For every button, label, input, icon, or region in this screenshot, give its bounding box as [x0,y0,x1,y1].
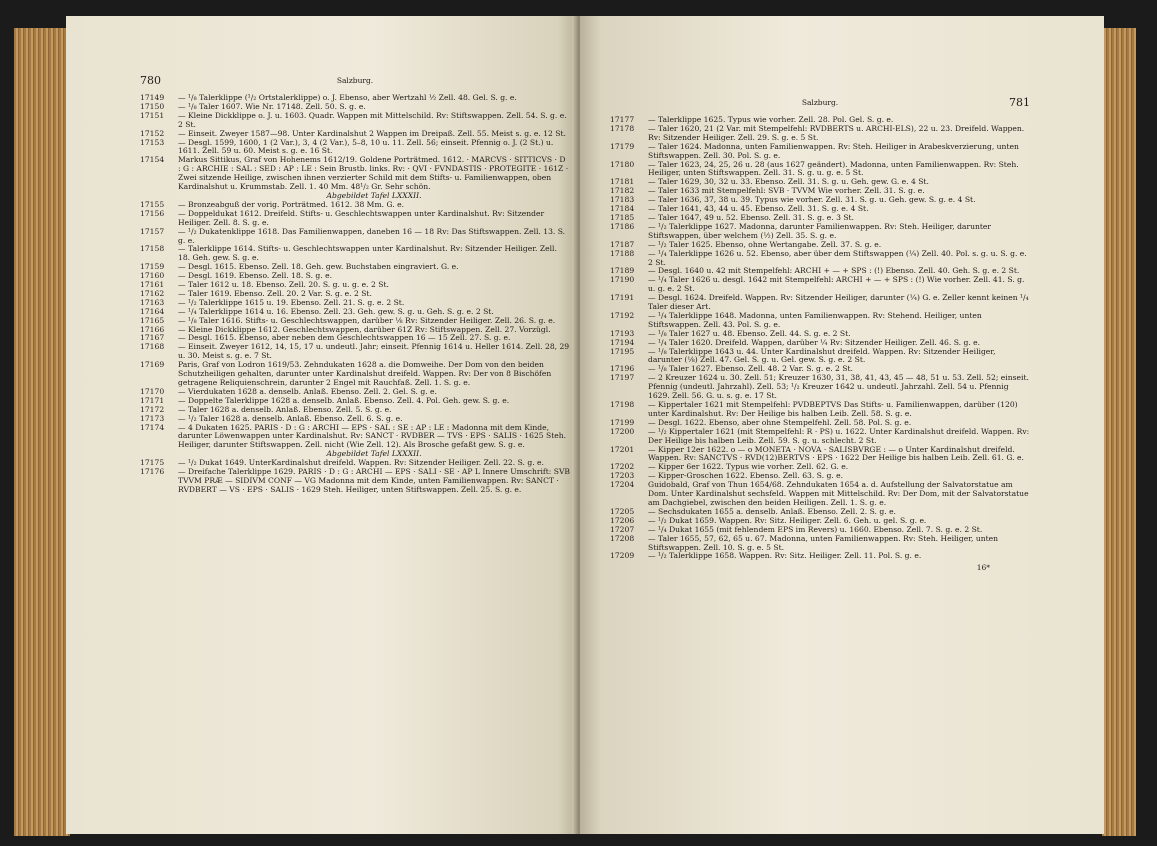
lot-description: — Kleine Dickklippe o. J. u. 1603. Quadr. Wappen mit Mittelschild. Rv: Stiftswappen. Zell. 54. S. g. e. 2 St. [178,110,567,129]
right-page [580,16,1104,834]
lot-number: 17167 [140,333,165,343]
catalog-entry [610,161,1030,179]
lot-number: 17203 [610,471,635,481]
lot-number: 17201 [610,444,635,454]
lot-number: 17177 [610,115,635,124]
lot-number: 17169 [140,360,165,370]
lot-number: 17152 [140,128,165,138]
right-page-number: 781 [1009,96,1030,109]
lot-number: 17158 [140,244,165,254]
lot-description: — Kippertaler 1621 mit Stempelfehl: PVDBEPTVS Das Stifts- u. Familienwappen, darüber (120) unter Kardinalshut. Rv: Der Heilige bis halben Leib. Zell. 58. S. g. e. [648,400,1018,418]
lot-number: 17184 [610,204,635,214]
lot-description: — Bronzeabguß der vorig. Porträtmed. 1612. 38 Mm. G. e. [178,199,405,209]
lot-description: — ¹/₈ Taler 1627. Ebenso. Zell. 48. 2 Var. S. g. e. 2 St. [648,364,853,374]
catalog-entry [140,361,570,388]
lot-number: 17196 [610,364,635,374]
lot-description: — ¹/₂ Taler 1625. Ebenso, ohne Wertangabe. Zell. 37. S. g. e. [648,239,882,249]
lot-number: 17160 [140,271,165,281]
catalog-entry [140,245,570,263]
catalog-entry [610,223,1030,241]
catalog-entry [610,250,1030,268]
lot-number: 17195 [610,346,635,356]
lot-number: 17198 [610,400,635,409]
left-page-header [140,74,570,90]
lot-description: — ¹/₂ Talerklippe 1658. Wappen. Rv: Sitz. Heiliger. Zell. 11. Pol. S. g. e. [648,551,922,561]
lot-description: — Doppelte Talerklippe 1628 a. denselb. Anlaß. Ebenso. Zell. 4. Pol. Geh. gew. S. g. e. [178,395,510,405]
right-entry-list [610,116,1030,561]
lot-number: 17197 [610,373,635,383]
left-page-number: 780 [140,74,161,87]
lot-description: — Dreifache Talerklippe 1629. PARIS · D : G : ARCHI — EPS · SALI · SE · AP L Innere Umschrift: SVB TVVM PRÆ — SIDIVM CONF — VG Madonna mit dem Kinde, unten Familienwappen. Rv: SANCT · RVDBERT — VS · EPS · SALIS · 1629 Steh. Heiliger, unten Stiftswappen. Zell. 25. S. g. e. [178,467,571,494]
lot-number: 17181 [610,177,635,187]
lot-number: 17182 [610,186,635,196]
catalog-entry [610,535,1030,553]
lot-description: — Vierdukaten 1628 a. denselb. Anlaß. Ebenso. Zell. 2. Gel. S. g. e. [178,386,437,396]
lot-number: 17194 [610,337,635,347]
lot-description: — ¹/₈ Taler 1607. Wie Nr. 17148. Zell. 50. S. g. e. [178,101,366,111]
lot-description: — ¹/₈ Taler 1627 u. 48. Ebenso. Zell. 44. S. g. e. 2 St. [648,328,851,338]
lot-number: 17163 [140,297,165,307]
lot-description: — Taler 1624. Madonna, unten Familienwappen. Rv: Steh. Heiliger in Arabeskverzierung, unten Stiftswappen. Zell. 30. Pol. S. g. e. [648,141,1019,160]
lot-number: 17155 [140,199,165,209]
lot-description: — ¹/₄ Taler 1620. Dreifeld. Wappen, darüber ¼ Rv: Sitzender Heiliger. Zell. 46. S. g. e. [648,337,981,347]
lot-description: — Doppeldukat 1612. Dreifeld. Stifts- u. Geschlechtswappen unter Kardinalshut. Rv: Sitzender Heiliger. Zell. 8. S. g. e. [178,208,545,227]
lot-description: — Desgl. 1624. Dreifeld. Wappen. Rv: Sitzender Heiliger, darunter (¼) G. e. Zeller kennt keinen ¹/₄ Taler dieser Art. [648,293,1029,312]
lot-description: — Taler 1641, 43, 44 u. 45. Ebenso. Zell. 31. S. g. e. 4 St. [648,204,869,214]
lot-description: — Desgl. 1640 u. 42 mit Stempelfehl: ARCHI + — + SPS : (!) Ebenso. Zell. 40. Geh. S. g. e. 2 St. [648,266,1020,276]
left-running-head: Salzburg. [336,76,374,85]
lot-number: 17188 [610,248,635,258]
lot-description: — Taler 1647, 49 u. 52. Ebenso. Zell. 31. S. g. e. 3 St. [648,212,854,222]
lot-description: — Talerklippe 1614. Stifts- u. Geschlechtswappen unter Kardinalshut. Rv: Sitzender Heiliger. Zell. 18. Geh. gew. S. g. e. [178,244,557,263]
lot-description: Guidobald, Graf von Thun 1654/68. Zehndukaten 1654 a. d. Aufstellung der Salvatorstatue am Dom. Unter Kardinalshut sechsfeld. Wappen mit Mittelschild. Rv: Der Dom, mit der Salvatorstatue am Dachgiebel, zwischen den beiden Heiligen. Zell. 1. S. g. e. [648,480,1029,507]
lot-number: 17207 [610,524,635,534]
lot-number: 17161 [140,280,165,290]
lot-number: 17204 [610,480,635,490]
lot-description: — Taler 1628 a. denselb. Anlaß. Ebenso. Zell. 5. S. g. e. [178,404,392,414]
lot-description: — ¹/₄ Talerklippe 1614 u. 16. Ebenso. Zell. 23. Geh. gew. S. g. u. Geh. S. g. e. 2 St. [178,306,494,316]
catalog-entry [140,156,570,192]
lot-number: 17206 [610,515,635,525]
lot-description: Markus Sittikus, Graf von Hohenems 1612/19. Goldene Porträtmed. 1612. · MARCVS · SITTICVS · D : G : ARCHIE : SAL : SED : AP : LE : Sein Brustb. links. Rv: · QVI · FVNDASTIS · PROTEGITE · 161Z · Zwei sitzende Heilige, zwischen ihnen verzierter Schild mit dem Stifts- u. Familienwappen, oben Kardinalshut u. Krummstab. Zell. 1. 40 Mm. 48¹/₂ Gr. Sehr schön. [178,155,569,192]
lot-number: 17191 [610,293,635,303]
lot-description: — Einseit. Zweyer 1612, 14, 15, 17 u. undeutl. Jahr; einseit. Pfennig 1614 u. Heller 1614. Zell. 28, 29 u. 30. Meist s. g. e. 7 St. [178,342,570,361]
lot-description: — Taler 1629, 30, 32 u. 33. Ebenso. Zell. 31. S. g. u. Geh. gew. G. e. 4 St. [648,177,929,187]
lot-number: 17200 [610,426,635,436]
lot-number: 17157 [140,226,165,236]
right-running-head: Salzburg. [801,98,839,107]
lot-number: 17186 [610,221,635,231]
lot-description: — Kipper 6er 1622. Typus wie vorher. Zell. 62. G. e. [648,462,849,472]
catalog-entry [610,294,1030,312]
catalog-entry [610,401,1030,419]
lot-description: — ¹/₈ Taler 1616. Stifts- u. Geschlechtswappen, darüber ⅛ Rv: Sitzender Heiliger. Zell. 26. S. g. e. [178,315,556,325]
lot-number: 17190 [610,275,635,285]
lot-description: — ¹/₄ Dukat 1655 (mit fehlendem EPS im Revers) u. 1660. Ebenso. Zell. 7. S. g. e. 2 St. [648,524,983,534]
catalog-entry [610,125,1030,143]
catalog-entry [610,374,1030,401]
catalog-entry [610,143,1030,161]
catalog-entry [610,552,1030,561]
page-edges-right [1102,28,1136,836]
footer-signature: 16* [976,563,990,573]
catalog-entry [140,112,570,130]
lot-description: — Desgl. 1619. Ebenso. Zell. 18. S. g. e. [178,271,333,281]
lot-description: — Desgl. 1615. Ebenso. Zell. 18. Geh. gew. Buchstaben eingraviert. G. e. [178,262,459,272]
lot-number: 17156 [140,208,165,218]
lot-description: — Talerklippe 1625. Typus wie vorher. Zell. 28. Pol. Gel. S. g. e. [648,115,894,124]
lot-number: 17180 [610,159,635,169]
lot-description: — Taler 1619. Ebenso. Zell. 20. 2 Var. S. g. e. 2 St. [178,288,372,298]
lot-description: — ¹/₂ Dukat 1649. UnterKardinalshut dreifeld. Wappen. Rv: Sitzender Heiliger. Zell. 22. S. g. e. [178,458,544,468]
catalog-entry [610,348,1030,366]
lot-description: — ¹/₈ Talerklippe 1643 u. 44. Unter Kardinalshut dreifeld. Wappen. Rv: Sitzender Heiliger, darunter (⅛) Zell. 47. Gel. S. g. u. Gel. gew. S. g. e. 2 St. [648,346,996,365]
lot-description: — ¹/₄ Taler 1626 u. desgl. 1642 mit Stempelfehl: ARCHI + — + SPS : (!) Wie vorher. Zell. 41. S. g. u. g. e. 2 St. [648,275,1025,294]
lot-description: — ¹/₂ Talerklippe 1627. Madonna, darunter Familienwappen. Rv: Steh. Heiliger, darunter Stiftswappen, über welchem (½) Zell. 35. S. g. e. [648,221,992,240]
left-page [66,16,578,834]
lot-number: 17149 [140,93,165,102]
lot-number: 17170 [140,386,165,396]
plate-reference: Abgebildet Tafel LXXXII. [326,449,422,459]
lot-number: 17176 [140,467,165,477]
lot-number: 17166 [140,324,165,334]
lot-description: — ¹/₂ Taler 1628 a. denselb. Anlaß. Ebenso. Zell. 6. S. g. e. [178,413,403,423]
lot-number: 17179 [610,141,635,151]
lot-description: — Taler 1636, 37, 38 u. 39. Typus wie vorher. Zell. 31. S. g. u. Geh. gew. S. g. e. 4 St. [648,195,976,205]
lot-number: 17172 [140,404,165,414]
lot-number: 17175 [140,458,165,468]
lot-description: — 2 Kreuzer 1624 u. 30. Zell. 51; Kreuzer 1630, 31, 38, 41, 43, 45 — 48, 51 u. 53. Zell. 52; einseit. Pfennig (undeutl. Jahrzahl). Zell. 53; ¹/₂ Kreuzer 1642 u. undeutl. Jahrzahl. Zell. 54 u. Pfennig 1629. Zell. 56. G. u. s. g. e. 17 St. [648,373,1029,401]
catalog-entry [140,343,570,361]
catalog-entry [140,468,570,495]
catalog-entry [610,428,1030,446]
catalog-entry [140,424,570,451]
lot-number: 17162 [140,288,165,298]
lot-description: — Taler 1620, 21 (2 Var. mit Stempelfehl: RVDBERTS u. ARCHI-ELS), 22 u. 23. Dreifeld. Wappen. Rv: Sitzender Heiliger. Zell. 29. S. g. e. 5 St. [648,123,1025,142]
lot-number: 17173 [140,413,165,423]
lot-description: — Taler 1612 u. 18. Ebenso. Zell. 20. S. g. u. g. e. 2 St. [178,280,389,290]
lot-number: 17205 [610,506,635,516]
lot-number: 17208 [610,533,635,543]
lot-number: 17168 [140,342,165,352]
lot-description: — Desgl. 1622. Ebenso, aber ohne Stempelfehl. Zell. 58. Pol. S. g. e. [648,417,912,427]
lot-number: 17178 [610,123,635,133]
lot-number: 17185 [610,212,635,222]
lot-number: 17199 [610,417,635,427]
lot-number: 17171 [140,395,165,405]
lot-number: 17153 [140,137,165,147]
lot-number: 17174 [140,422,165,432]
lot-number: 17150 [140,101,165,111]
lot-number: 17189 [610,266,635,276]
lot-number: 17165 [140,315,165,325]
page-edges-left [14,28,70,836]
lot-description: — Kipper-Groschen 1622. Ebenso. Zell. 63. S. g. e. [648,471,844,481]
lot-description: — ¹/₂ Kippertaler 1621 (mit Stempelfehl: R · PS) u. 1622. Unter Kardinalshut dreifeld. Wappen. Rv: Der Heilige bis halben Leib. Zell. 59. S. g. u. schlecht. 2 St. [648,426,1030,445]
lot-number: 17154 [140,155,165,165]
lot-number: 17151 [140,110,165,120]
lot-number: 17192 [610,310,635,320]
catalog-entry [140,139,570,157]
lot-description: — Taler 1655, 57, 62, 65 u. 67. Madonna, unten Familienwappen. Rv: Steh. Heiliger, unten Stiftswappen. Zell. 10. S. g. e. 5 St. [648,533,999,552]
lot-number: 17193 [610,328,635,338]
lot-number: 17159 [140,262,165,272]
lot-description: — ¹/₄ Talerklippe 1626 u. 52. Ebenso, aber über dem Stiftswappen (¼) Zell. 40. Pol. s. g. u. S. g. e. 2 St. [648,248,1027,267]
left-entry-list [140,94,570,495]
lot-description: — ¹/₄ Talerklippe 1648. Madonna, unten Familienwappen. Rv: Stehend. Heiliger, unten Stiftswappen. Zell. 43. Pol. S. g. e. [648,310,982,329]
catalog-entry [610,481,1030,508]
lot-number: 17202 [610,462,635,472]
catalog-entry [610,276,1030,294]
lot-description: — ¹/₂ Talerklippe 1615 u. 19. Ebenso. Zell. 21. S. g. e. 2 St. [178,297,405,307]
lot-description: — Kipper 12er 1622. o — o MONETA · NOVA · SALISBVRGE : — o Unter Kardinalshut dreifeld. Wappen. Rv: SANCTVS · RVD(12)BERTVS · EPS · 1622 Der Heilige bis halben Leib. Zell. 61. G. e. [648,444,1024,463]
right-page-header [610,96,1030,112]
lot-description: — ¹/₂ Dukatenklippe 1618. Das Familienwappen, daneben 16 — 18 Rv: Das Stiftswappen. Zell. 13. S. g. e. [178,226,566,245]
lot-number: 17183 [610,195,635,205]
lot-description: — Desgl. 1615. Ebenso, aber neben dem Geschlechtswappen 16 — 15 Zell. 27. S. g. e. [178,333,511,343]
lot-description: — Taler 1623, 24, 25, 26 u. 28 (aus 1627 geändert). Madonna, unten Familienwappen. Rv: Steh. Heiliger, unten Stiftswappen. Zell. 31. S. g. u. g. e. 5 St. [648,159,1019,178]
catalog-entry [610,446,1030,464]
lot-description: — ¹/₂ Dukat 1659. Wappen. Rv: Sitz. Heiliger. Zell. 6. Geh. u. gel. S. g. e. [648,515,927,525]
lot-description: — Desgl. 1599, 1600, 1 (2 Var.), 3, 4 (2 Var.), 5–8, 10 u. 11. Zell. 56; einseit. Pfennig o. J. (2 St.) u. 1611. Zell. 59 u. 60. Meist s. g. e. 16 St. [178,137,554,156]
lot-description: — Einseit. Zweyer 1587—98. Unter Kardinalshut 2 Wappen im Dreipaß. Zell. 55. Meist s. g. e. 12 St. [178,128,566,138]
lot-description: — Taler 1633 mit Stempelfehl: SVB · TVVM Wie vorher. Zell. 31. S. g. e. [648,186,925,196]
lot-description: — 4 Dukaten 1625. PARIS · D : G : ARCHI — EPS · SAL : SE : AP : LE : Madonna mit dem Kinde, darunter Löwenwappen unter Kardinalshut. Rv: SANCT · RVDBER — TVS · EPS · SALIS · 1625 Steh. Heiliger, darunter Stiftswappen. Zell. nicht (Wie Zell. 12). Als Brosche gefaßt gew. S. g. e. [178,422,567,450]
catalog-entry [140,210,570,228]
lot-description: Paris, Graf von Lodron 1619/53. Zehndukaten 1628 a. die Domweihe. Der Dom von den beiden Schutzheiligen gehalten, darunter unter Kardinalshut dreifeld. Wappen. Rv: Der von 8 Bischöfen getragene Reliquienschrein, darunter 2 Engel mit Rauchfaß. Zell. 1. S. g. e. [178,360,552,387]
catalog-entry [140,228,570,246]
lot-number: 17209 [610,551,635,561]
lot-number: 17187 [610,239,635,249]
catalog-entry [610,312,1030,330]
lot-description: — ¹/₈ Talerklippe (¹/₂ Ortstalerklippe) o. J. Ebenso, aber Wertzahl ½ Zell. 48. Gel. S. g. e. [178,93,517,102]
lot-description: — Kleine Dickklippe 1612. Geschlechtswappen, darüber 61Z Rv: Stiftswappen. Zell. 27. Vorzügl. [178,324,551,334]
lot-number: 17164 [140,306,165,316]
lot-description: — Sechsdukaten 1655 a. denselb. Anlaß. Ebenso. Zell. 2. S. g. e. [648,506,896,516]
plate-reference: Abgebildet Tafel LXXXII. [326,190,422,200]
